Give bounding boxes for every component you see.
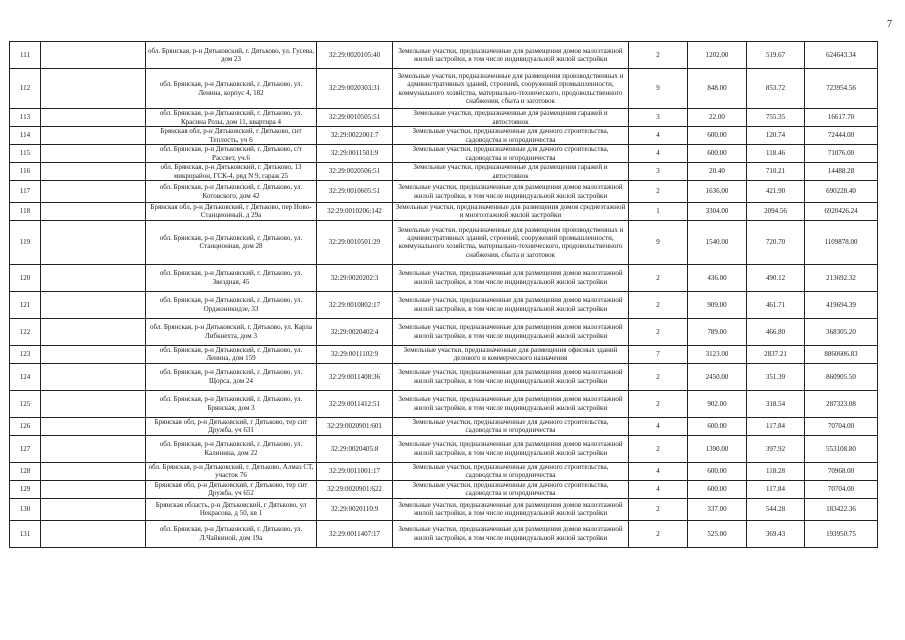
- row-number: 113: [10, 109, 41, 127]
- area-cell: 600.00: [688, 127, 747, 145]
- row-number: 124: [10, 363, 41, 390]
- group-code-cell: 2: [629, 435, 688, 462]
- cadastral-value-cell: 860905.50: [805, 363, 878, 390]
- land-use-purpose-cell: Земельные участки, предназначенные для размещения домов малоэтажной жилой застройки, в том числе индивидуальной жилой застройки: [393, 520, 629, 547]
- row-number: 131: [10, 520, 41, 547]
- specific-value-cell: 544.28: [747, 498, 805, 520]
- cadastral-value-cell: 70968.00: [805, 462, 878, 480]
- cadastral-number-cell: 32:29:0020110:9: [317, 498, 393, 520]
- table-row: [10, 127, 878, 145]
- address-cell: обл. Брянская, р-н Дятьковский, г. Дятьково, ул. Калинина, дом 22: [146, 435, 317, 462]
- address-cell: обл. Брянская, р-н Дятьковский, г. Дятьково, 13 микрорайон, ГСК-4, ряд N 9, гараж 25: [146, 163, 317, 181]
- cadastral-number-cell: 32:29:0010802:17: [317, 291, 393, 318]
- table-row: [10, 291, 878, 318]
- group-code-cell: 9: [629, 69, 688, 109]
- blank-cell: [41, 318, 146, 345]
- row-number: 116: [10, 163, 41, 181]
- cadastral-value-cell: 70704.00: [805, 480, 878, 498]
- cadastral-value-cell: 14488.28: [805, 163, 878, 181]
- cadastral-number-cell: 32:29:0011408:36: [317, 363, 393, 390]
- cadastral-number-cell: 32:29:0011407:17: [317, 520, 393, 547]
- group-code-cell: 2: [629, 390, 688, 417]
- blank-cell: [41, 109, 146, 127]
- cadastral-value-cell: 6920426.24: [805, 203, 878, 221]
- address-cell: Брянская обл, р-н Дятьковский, г Дятьково, тер снт Дружба, уч 631: [146, 417, 317, 435]
- cadastral-number-cell: 32:29:0020405:8: [317, 435, 393, 462]
- land-use-purpose-cell: Земельные участки, предназначенные для дачного строительства, садоводства и огородничества: [393, 145, 629, 163]
- specific-value-cell: 421.90: [747, 181, 805, 203]
- row-number: 129: [10, 480, 41, 498]
- cadastral-number-cell: 32:29:0011501:9: [317, 145, 393, 163]
- land-use-purpose-cell: Земельные участки, предназначенные для размещения домов малоэтажной жилой застройки, в том числе индивидуальной жилой застройки: [393, 390, 629, 417]
- blank-cell: [41, 181, 146, 203]
- address-cell: обл. Брянская, р-н Дятьковский, г. Дятьково, ул. Котовского, дом 42: [146, 181, 317, 203]
- table-row: [10, 203, 878, 221]
- group-code-cell: 2: [629, 181, 688, 203]
- area-cell: 1636.00: [688, 181, 747, 203]
- group-code-cell: 4: [629, 417, 688, 435]
- group-code-cell: 2: [629, 291, 688, 318]
- specific-value-cell: 117.84: [747, 480, 805, 498]
- cadastral-number-cell: 32:29:0010501:29: [317, 220, 393, 264]
- cadastral-value-cell: 287323.08: [805, 390, 878, 417]
- cadastral-value-cell: 71076.00: [805, 145, 878, 163]
- row-number: 127: [10, 435, 41, 462]
- group-code-cell: 4: [629, 127, 688, 145]
- cadastral-value-cell: 690228.40: [805, 181, 878, 203]
- blank-cell: [41, 264, 146, 291]
- area-cell: 3304.00: [688, 203, 747, 221]
- land-cadastral-table: [9, 41, 878, 548]
- specific-value-cell: 2094.56: [747, 203, 805, 221]
- cadastral-value-cell: 419694.39: [805, 291, 878, 318]
- address-cell: обл. Брянская, р-н Дятьковский, г. Дятьково, ул. Щорса, дом 24: [146, 363, 317, 390]
- specific-value-cell: 118.28: [747, 462, 805, 480]
- group-code-cell: 9: [629, 220, 688, 264]
- blank-cell: [41, 498, 146, 520]
- land-use-purpose-cell: Земельные участки, предназначенные для размещения домов малоэтажной жилой застройки, в том числе индивидуальной жилой застройки: [393, 498, 629, 520]
- table-row: [10, 480, 878, 498]
- blank-cell: [41, 390, 146, 417]
- land-use-purpose-cell: Земельные участки, предназначенные для дачного строительства, садоводства и огородничества: [393, 462, 629, 480]
- land-use-purpose-cell: Земельные участки, предназначенные для дачного строительства, садоводства и огородничества: [393, 127, 629, 145]
- row-number: 130: [10, 498, 41, 520]
- group-code-cell: 3: [629, 109, 688, 127]
- group-code-cell: 7: [629, 345, 688, 363]
- cadastral-value-cell: 1109878.00: [805, 220, 878, 264]
- address-cell: обл. Брянская, р-н Дятьковский, г. Дятьково, ул. Станционная, дом 28: [146, 220, 317, 264]
- cadastral-number-cell: 32:29:0011001:17: [317, 462, 393, 480]
- cadastral-number-cell: 32:29:0020303:31: [317, 69, 393, 109]
- blank-cell: [41, 127, 146, 145]
- cadastral-number-cell: 32:29:0010505:51: [317, 109, 393, 127]
- row-number: 118: [10, 203, 41, 221]
- land-use-purpose-cell: Земельные участки, предназначенные для размещения домов малоэтажной жилой застройки, в том числе индивидуальной жилой застройки: [393, 318, 629, 345]
- land-use-purpose-cell: Земельные участки, предназначенные для размещения гаражей и автостоянок: [393, 109, 629, 127]
- blank-cell: [41, 417, 146, 435]
- specific-value-cell: 318.54: [747, 390, 805, 417]
- area-cell: 909.00: [688, 291, 747, 318]
- cadastral-value-cell: 16617.70: [805, 109, 878, 127]
- cadastral-number-cell: 32:29:0010206:142: [317, 203, 393, 221]
- address-cell: обл. Брянская, р-н Дятьковский, г. Дятьково, ул. Красина Розы, дом 11, квартира 4: [146, 109, 317, 127]
- group-code-cell: 2: [629, 520, 688, 547]
- land-use-purpose-cell: Земельные участки, предназначенные для размещения домов малоэтажной жилой застройки, в том числе индивидуальной жилой застройки: [393, 291, 629, 318]
- row-number: 111: [10, 42, 41, 69]
- specific-value-cell: 466.80: [747, 318, 805, 345]
- cadastral-value-cell: 8860606.83: [805, 345, 878, 363]
- land-use-purpose-cell: Земельные участки, предназначенные для дачного строительства, садоводства и огородничества: [393, 417, 629, 435]
- table-row: [10, 417, 878, 435]
- table-row: [10, 390, 878, 417]
- table-row: [10, 264, 878, 291]
- table-row: [10, 69, 878, 109]
- cadastral-value-cell: 183422.36: [805, 498, 878, 520]
- address-cell: обл. Брянская, р-н Дятьковский, г. Дятьково, ул. Брянская, дом 3: [146, 390, 317, 417]
- cadastral-value-cell: 624643.34: [805, 42, 878, 69]
- blank-cell: [41, 345, 146, 363]
- address-cell: обл. Брянская, р-н Дятьковский, г. Дятьково, ул. Звездная, 45: [146, 264, 317, 291]
- blank-cell: [41, 363, 146, 390]
- land-use-purpose-cell: Земельные участки, предназначенные для размещения офисных зданий делового и коммерческого назначения: [393, 345, 629, 363]
- group-code-cell: 4: [629, 480, 688, 498]
- table-row: [10, 462, 878, 480]
- blank-cell: [41, 69, 146, 109]
- specific-value-cell: 720.70: [747, 220, 805, 264]
- blank-cell: [41, 220, 146, 264]
- group-code-cell: 1: [629, 203, 688, 221]
- cadastral-number-cell: 32:29:0011102:9: [317, 345, 393, 363]
- area-cell: 902.00: [688, 390, 747, 417]
- table-row: [10, 498, 878, 520]
- row-number: 115: [10, 145, 41, 163]
- table-body: [10, 42, 878, 548]
- address-cell: Брянская область, р-н Дятьковский, г Дятьково, ул Некрасова, д 50, кв 1: [146, 498, 317, 520]
- row-number: 126: [10, 417, 41, 435]
- specific-value-cell: 490.12: [747, 264, 805, 291]
- group-code-cell: 2: [629, 498, 688, 520]
- area-cell: 525.00: [688, 520, 747, 547]
- land-use-purpose-cell: Земельные участки, предназначенные для размещения домов малоэтажной жилой застройки, в том числе индивидуальной жилой застройки: [393, 264, 629, 291]
- cadastral-number-cell: 32:29:0020105:40: [317, 42, 393, 69]
- area-cell: 2450.00: [688, 363, 747, 390]
- group-code-cell: 2: [629, 264, 688, 291]
- land-use-purpose-cell: Земельные участки, предназначенные для размещения гаражей и автостоянок: [393, 163, 629, 181]
- address-cell: обл. Брянская, р-н Дятьковский, г. Дятьково, Алмаз СТ, участок 76: [146, 462, 317, 480]
- address-cell: обл. Брянская, р-н Дятьковский, г. Дятьково, ул. Карла Либкнехта, дом 3: [146, 318, 317, 345]
- cadastral-number-cell: 32:29:0011412:51: [317, 390, 393, 417]
- address-cell: обл. Брянская, р-н Дятьковский, г. Дятьково, ул. Л.Чайкиной, дом 19а: [146, 520, 317, 547]
- specific-value-cell: 853.72: [747, 69, 805, 109]
- row-number: 114: [10, 127, 41, 145]
- land-use-purpose-cell: Земельные участки, предназначенные для размещения производственных и административных зданий, строений, сооружений промышленности, коммунального хозяйства, материально-технического, продовольственного снабжения, сбыта и заготовок: [393, 69, 629, 109]
- land-use-purpose-cell: Земельные участки, предназначенные для размещения домов малоэтажной жилой застройки, в том числе индивидуальной жилой застройки: [393, 435, 629, 462]
- land-use-purpose-cell: Земельные участки, предназначенные для размещения домов малоэтажной жилой застройки, в том числе индивидуальной жилой застройки: [393, 181, 629, 203]
- specific-value-cell: 117.84: [747, 417, 805, 435]
- cadastral-number-cell: 32:29:0020202:3: [317, 264, 393, 291]
- address-cell: Брянская обл, р-н Дятьковский, г Дятьково, тер снт Дружба, уч 652: [146, 480, 317, 498]
- address-cell: Брянская обл, р-н Дятьковский, г Дятьково, пер Ново-Станционный, д 29а: [146, 203, 317, 221]
- cadastral-value-cell: 213692.32: [805, 264, 878, 291]
- blank-cell: [41, 520, 146, 547]
- row-number: 128: [10, 462, 41, 480]
- blank-cell: [41, 480, 146, 498]
- cadastral-value-cell: 723954.56: [805, 69, 878, 109]
- group-code-cell: 2: [629, 318, 688, 345]
- area-cell: 848.00: [688, 69, 747, 109]
- table-row: [10, 520, 878, 547]
- specific-value-cell: 710.21: [747, 163, 805, 181]
- row-number: 117: [10, 181, 41, 203]
- specific-value-cell: 2837.21: [747, 345, 805, 363]
- cadastral-value-cell: 553108.80: [805, 435, 878, 462]
- address-cell: обл. Брянская, р-н Дятьковский, г. Дятьково, ул. Ленина, корпус 4, 182: [146, 69, 317, 109]
- area-cell: 337.00: [688, 498, 747, 520]
- specific-value-cell: 118.46: [747, 145, 805, 163]
- page-number: 7: [887, 19, 892, 30]
- cadastral-number-cell: 32:29:0010605:51: [317, 181, 393, 203]
- cadastral-number-cell: 32:29:0020901:622: [317, 480, 393, 498]
- group-code-cell: 2: [629, 363, 688, 390]
- specific-value-cell: 461.71: [747, 291, 805, 318]
- group-code-cell: 4: [629, 145, 688, 163]
- table-row: [10, 181, 878, 203]
- area-cell: 600.00: [688, 480, 747, 498]
- cadastral-value-cell: 193950.75: [805, 520, 878, 547]
- area-cell: 789.00: [688, 318, 747, 345]
- blank-cell: [41, 435, 146, 462]
- cadastral-number-cell: 32:29:0020402:4: [317, 318, 393, 345]
- blank-cell: [41, 462, 146, 480]
- specific-value-cell: 519.67: [747, 42, 805, 69]
- table-row: [10, 145, 878, 163]
- land-use-purpose-cell: Земельные участки, предназначенные для размещения домов среднеэтажной и многоэтажной жилой застройки: [393, 203, 629, 221]
- row-number: 120: [10, 264, 41, 291]
- land-use-purpose-cell: Земельные участки, предназначенные для размещения домов малоэтажной жилой застройки, в том числе индивидуальной жилой застройки: [393, 363, 629, 390]
- area-cell: 1202.00: [688, 42, 747, 69]
- table-row: [10, 109, 878, 127]
- area-cell: 436.00: [688, 264, 747, 291]
- table-row: [10, 345, 878, 363]
- blank-cell: [41, 203, 146, 221]
- cadastral-number-cell: 32:29:0020506:51: [317, 163, 393, 181]
- group-code-cell: 3: [629, 163, 688, 181]
- cadastral-value-cell: 72444.00: [805, 127, 878, 145]
- address-cell: Брянская обл, р-н Дятьковский, г Дятьково, снт Теплость, уч 6: [146, 127, 317, 145]
- land-use-purpose-cell: Земельные участки, предназначенные для размещения производственных и административных зданий, строений, сооружений промышленности, коммунального хозяйства, материально-технического, продовольственного снабжения, сбыта и заготовок: [393, 220, 629, 264]
- area-cell: 600.00: [688, 417, 747, 435]
- cadastral-value-cell: 70704.00: [805, 417, 878, 435]
- row-number: 119: [10, 220, 41, 264]
- address-cell: обл. Брянская, р-н Дятьковский, г. Дятьково, с/т Рассвет, уч.6: [146, 145, 317, 163]
- area-cell: 20.40: [688, 163, 747, 181]
- address-cell: обл. Брянская, р-н Дятьковский, г. Дятьково, ул. Орджоникидзе, 33: [146, 291, 317, 318]
- table-row: [10, 220, 878, 264]
- area-cell: 1540.00: [688, 220, 747, 264]
- table-row: [10, 318, 878, 345]
- blank-cell: [41, 145, 146, 163]
- group-code-cell: 4: [629, 462, 688, 480]
- row-number: 123: [10, 345, 41, 363]
- row-number: 122: [10, 318, 41, 345]
- cadastral-value-cell: 368305.20: [805, 318, 878, 345]
- specific-value-cell: 397.92: [747, 435, 805, 462]
- specific-value-cell: 369.43: [747, 520, 805, 547]
- address-cell: обл. Брянская, р-н Дятьковский, г. Дятьково, ул. Ленина, дом 159: [146, 345, 317, 363]
- cadastral-number-cell: 32:29:0020901:601: [317, 417, 393, 435]
- land-use-purpose-cell: Земельные участки, предназначенные для размещения домов малоэтажной жилой застройки, в том числе индивидуальной жилой застройки: [393, 42, 629, 69]
- area-cell: 600.00: [688, 145, 747, 163]
- table-row: [10, 42, 878, 69]
- cadastral-number-cell: 32:29:0022001:7: [317, 127, 393, 145]
- area-cell: 600.00: [688, 462, 747, 480]
- specific-value-cell: 120.74: [747, 127, 805, 145]
- specific-value-cell: 351.39: [747, 363, 805, 390]
- row-number: 112: [10, 69, 41, 109]
- row-number: 121: [10, 291, 41, 318]
- area-cell: 22.00: [688, 109, 747, 127]
- table-row: [10, 363, 878, 390]
- table-row: [10, 435, 878, 462]
- group-code-cell: 2: [629, 42, 688, 69]
- row-number: 125: [10, 390, 41, 417]
- area-cell: 1390.00: [688, 435, 747, 462]
- blank-cell: [41, 42, 146, 69]
- table-row: [10, 163, 878, 181]
- blank-cell: [41, 291, 146, 318]
- specific-value-cell: 755.35: [747, 109, 805, 127]
- area-cell: 3123.00: [688, 345, 747, 363]
- address-cell: обл. Брянская, р-н Дятьковский, г. Дятьково, ул. Гусева, дом 23: [146, 42, 317, 69]
- blank-cell: [41, 163, 146, 181]
- land-use-purpose-cell: Земельные участки, предназначенные для дачного строительства, садоводства и огородничества: [393, 480, 629, 498]
